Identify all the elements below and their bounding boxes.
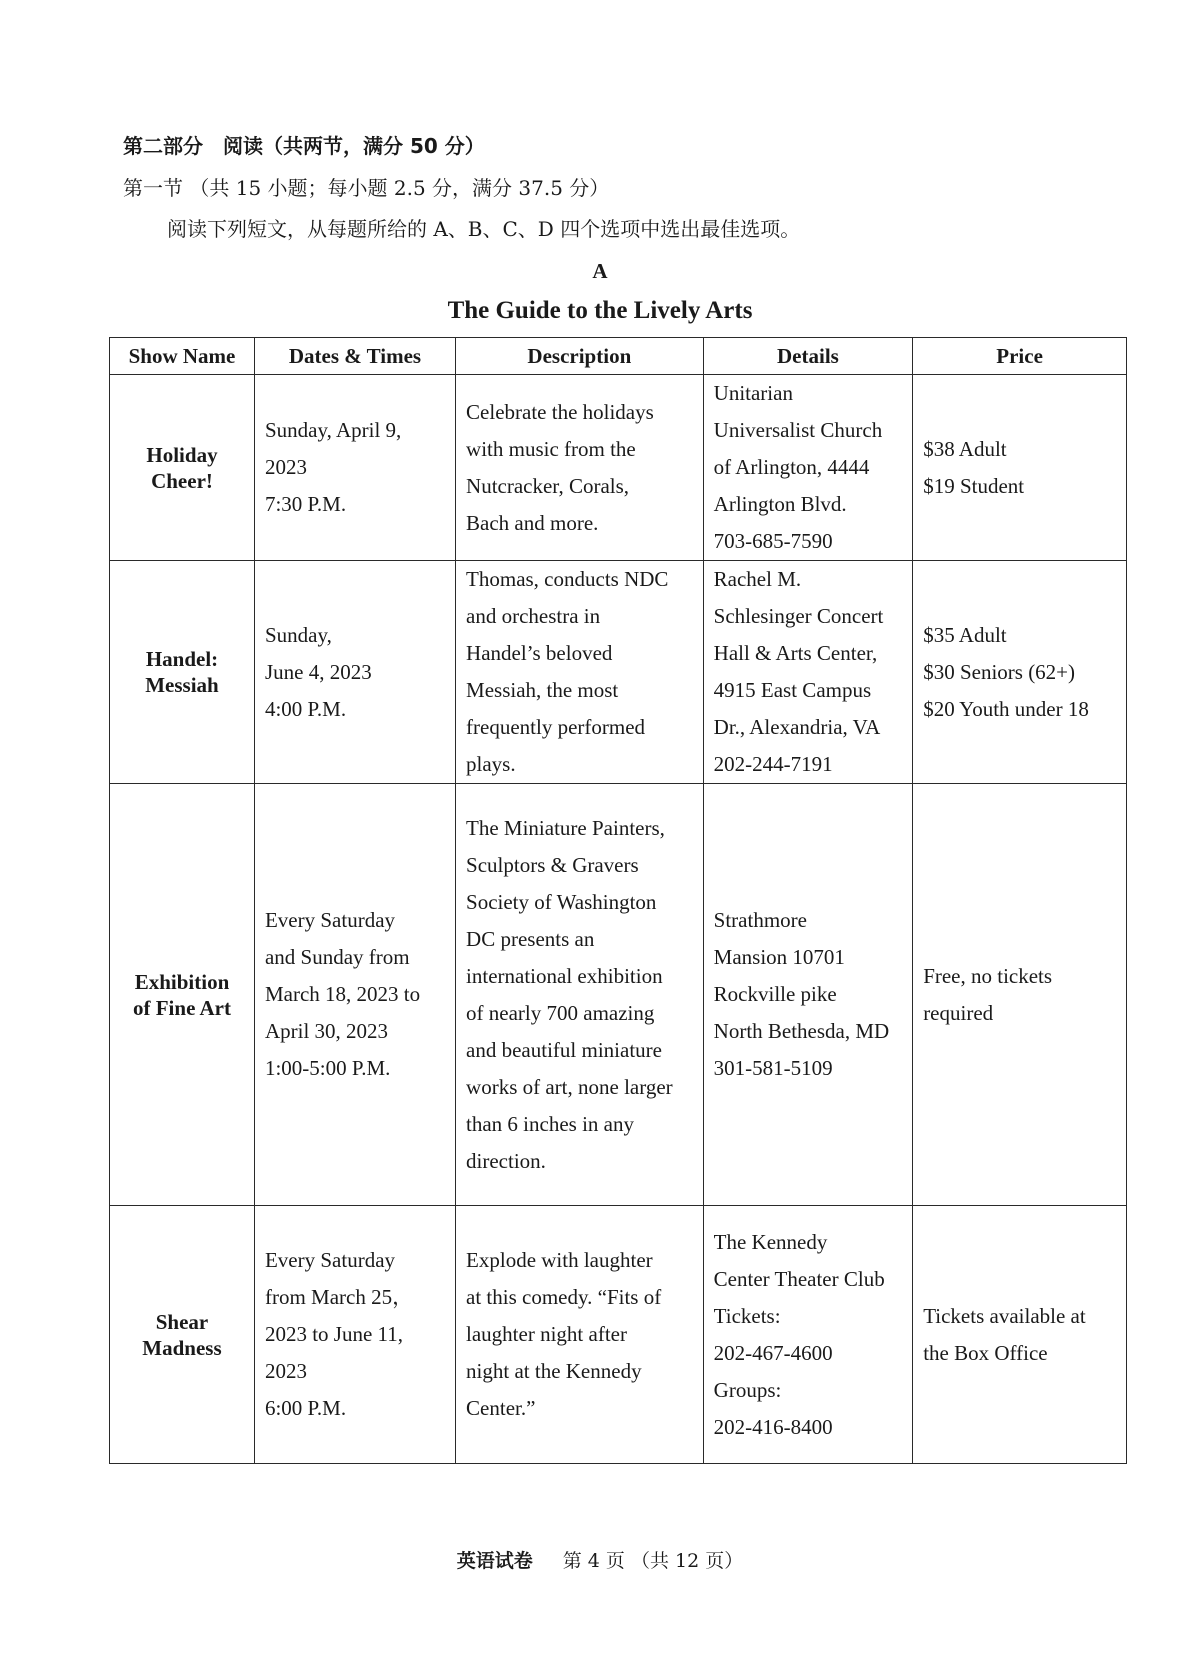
column-header-show-name: Show Name <box>110 338 255 375</box>
column-header-description: Description <box>456 338 704 375</box>
lively-arts-table <box>109 337 1127 1464</box>
show-name-cell: Holiday Cheer! <box>110 375 255 561</box>
footer-subject: 英语试卷 <box>456 1550 533 1572</box>
show-name-cell: Handel: Messiah <box>110 561 255 784</box>
price-cell: $35 Adult $30 Seniors (62+) $20 Youth under 18 <box>913 561 1127 784</box>
dates-cell: Sunday, April 9, 2023 7:30 P.M. <box>254 375 455 561</box>
details-cell: Rachel M. Schlesinger Concert Hall & Arts Center, 4915 East Campus Dr., Alexandria, VA 202-244-7191 <box>703 561 913 784</box>
column-header-details: Details <box>703 338 913 375</box>
page-footer <box>0 1552 1200 1571</box>
show-name-cell: Exhibition of Fine Art <box>110 784 255 1206</box>
dates-cell: Every Saturday and Sunday from March 18, 2023 to April 30, 2023 1:00-5:00 P.M. <box>254 784 455 1206</box>
table-row <box>110 1206 1127 1464</box>
footer-page-number: 第 4 页 （共 12 页） <box>562 1550 744 1572</box>
description-cell: Thomas, conducts NDC and orchestra in Handel’s beloved Messiah, the most frequently performed plays. <box>456 561 704 784</box>
description-cell: Celebrate the holidays with music from the Nutcracker, Corals, Bach and more. <box>456 375 704 561</box>
section-heading: 第一节 （共 15 小题；每小题 2.5 分，满分 37.5 分） <box>123 176 610 200</box>
description-cell: Explode with laughter at this comedy. “Fits of laughter night after night at the Kennedy Center.” <box>456 1206 704 1464</box>
column-header-dates-times: Dates & Times <box>254 338 455 375</box>
price-cell: Tickets available at the Box Office <box>913 1206 1127 1464</box>
table-header-row <box>110 338 1127 375</box>
passage-title: The Guide to the Lively Arts <box>447 297 753 324</box>
part-heading: 第二部分 阅读（共两节，满分 50 分） <box>123 134 485 158</box>
details-cell: Strathmore Mansion 10701 Rockville pike North Bethesda, MD 301-581-5109 <box>703 784 913 1206</box>
price-cell: $38 Adult $19 Student <box>913 375 1127 561</box>
passage-letter: A <box>592 259 608 283</box>
table-row <box>110 375 1127 561</box>
description-cell: The Miniature Painters, Sculptors & Gravers Society of Washington DC presents an international exhibition of nearly 700 amazing and beautiful miniature works of art, none larger than 6 inches in any direction. <box>456 784 704 1206</box>
details-cell: The Kennedy Center Theater Club Tickets: 202-467-4600 Groups: 202-416-8400 <box>703 1206 913 1464</box>
table-row <box>110 561 1127 784</box>
reading-instructions: 阅读下列短文，从每题所给的 A、B、C、D 四个选项中选出最佳选项。 <box>167 217 801 241</box>
table-row <box>110 784 1127 1206</box>
show-name-cell: Shear Madness <box>110 1206 255 1464</box>
price-cell: Free, no tickets required <box>913 784 1127 1206</box>
dates-cell: Every Saturday from March 25， 2023 to June 11, 2023 6:00 P.M. <box>254 1206 455 1464</box>
column-header-price: Price <box>913 338 1127 375</box>
details-cell: Unitarian Universalist Church of Arlington, 4444 Arlington Blvd. 703-685-7590 <box>703 375 913 561</box>
dates-cell: Sunday, June 4, 2023 4:00 P.M. <box>254 561 455 784</box>
